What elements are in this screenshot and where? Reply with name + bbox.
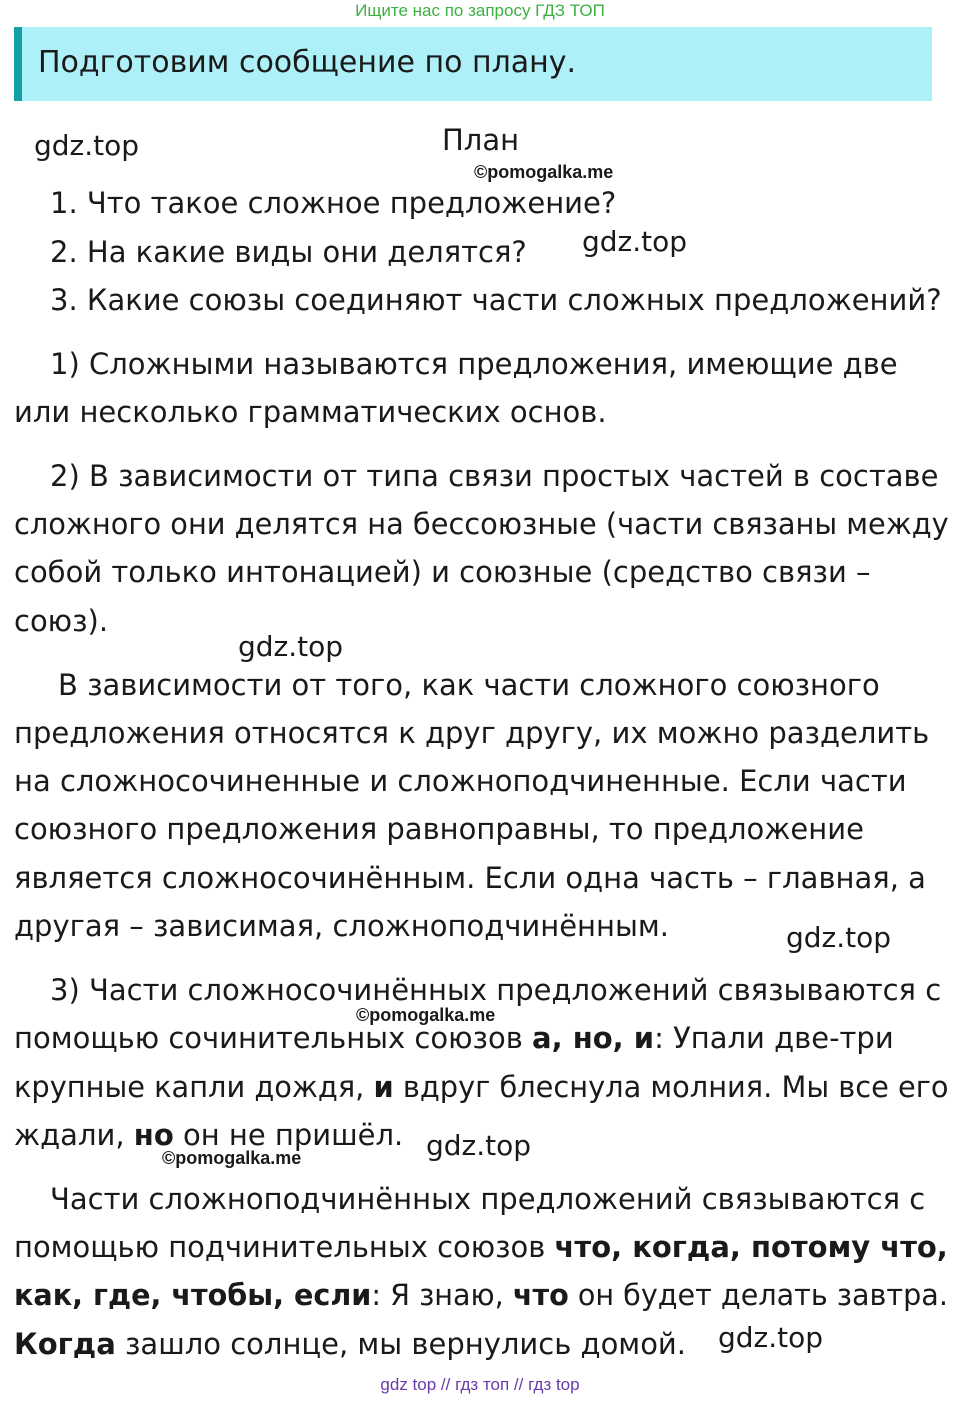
answer-3b-line: помощью подчинительных союзов что, когда, потому что, [14,1230,948,1264]
answer-2b-line: союзного предложения равноправны, то предложение [14,812,864,846]
answer-3-line: 3) Части сложносочинённых предложений связываются с [50,973,942,1007]
conjunction-bold: и [373,1070,394,1104]
conjunctions-bold: а, но, и [532,1021,655,1055]
conjunctions-bold: что, когда, потому что, [554,1230,948,1264]
answer-2b-line: является сложносочинённым. Если одна часть – главная, а [14,861,926,895]
conjunction-bold: но [133,1118,174,1152]
conjunctions-bold: как, где, чтобы, если [14,1278,372,1312]
answer-2b-line: другая – зависимая, сложноподчинённым. [14,909,669,943]
answer-2b-line: на сложносочиненные и сложноподчиненные. Если части [14,764,907,798]
watermark-gdz: gdz.top [238,630,344,663]
answer-2-line: сложного они делятся на бессоюзные (части связаны между [14,507,949,541]
watermark-pomogalka: ©pomogalka.me [162,1148,302,1168]
answer-3b-line: как, где, чтобы, если: Я знаю, что он будет делать завтра. [14,1278,948,1312]
section-title: Подготовим сообщение по плану. [38,45,577,80]
answer-1-line: 1) Сложными называются предложения, имеющие две [50,347,898,381]
answer-3b-line: Части сложноподчинённых предложений связываются с [50,1182,926,1216]
answer-2b-line: В зависимости от того, как части сложного союзного [58,668,880,702]
plan-item: 3. Какие союзы соединяют части сложных предложений? [50,283,942,317]
watermark-gdz: gdz.top [426,1129,532,1162]
answer-3-line: ждали, но он не пришёл. [14,1118,404,1152]
watermark-pomogalka: ©pomogalka.me [356,1005,496,1025]
top-search-note: Ищите нас по запросу ГДЗ ТОП [355,1,605,20]
watermark-gdz: gdz.top [582,225,688,258]
answer-3b-line: Когда зашло солнце, мы вернулись домой. [14,1327,686,1361]
plan-item: 1. Что такое сложное предложение? [50,186,617,220]
plan-title: План [442,123,520,157]
answer-3-line: крупные капли дождя, и вдруг блеснула молния. Мы все его [14,1070,949,1104]
watermark-pomogalka: ©pomogalka.me [474,162,614,182]
answer-2-line: союз). [14,604,109,638]
watermark-gdz: gdz.top [786,921,892,954]
watermark-gdz: gdz.top [34,129,140,162]
answer-2-line: 2) В зависимости от типа связи простых частей в составе [50,459,939,493]
footer-links: gdz top // гдз топ // гдз top [380,1375,580,1394]
answer-1-line: или несколько грамматических основ. [14,395,607,429]
plan-item: 2. На какие виды они делятся? [50,235,527,269]
section-header [14,27,932,101]
answer-3-line: помощью сочинительных союзов а, но, и: Упали две-три [14,1021,894,1055]
watermark-gdz: gdz.top [718,1321,824,1354]
answer-2-line: собой только интонацией) и союзные (средство связи – [14,555,871,589]
conjunction-bold: что [512,1278,569,1312]
conjunction-bold: Когда [14,1327,116,1361]
answer-2b-line: предложения относятся к друг другу, их можно разделить [14,716,930,750]
